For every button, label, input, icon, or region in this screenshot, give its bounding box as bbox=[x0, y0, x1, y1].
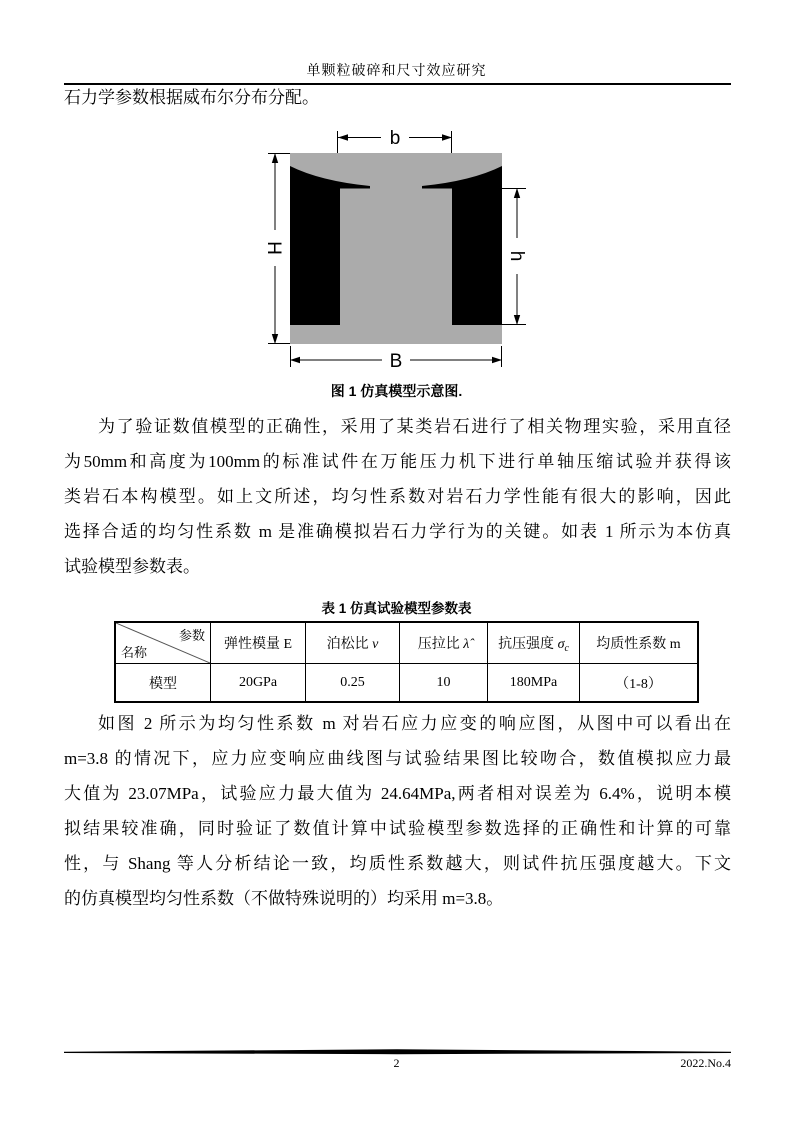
header-cell-compressive-strength: 抗压强度 $\sigma_c$ bbox=[488, 622, 580, 664]
diagonal-corner-cell bbox=[115, 622, 211, 664]
cell-compression-tension-ratio: 10 bbox=[400, 664, 488, 703]
figure-1-diagram bbox=[260, 118, 545, 378]
table-1-caption: 表 1 仿真试验模型参数表 bbox=[321, 601, 472, 616]
body-line: 为了验证数值模型的正确性，采用了某类岩石进行了相关物理实验，采用直径 bbox=[98, 417, 731, 436]
table-data-row bbox=[115, 664, 698, 703]
cell-poisson-ratio: 0.25 bbox=[306, 664, 400, 703]
parameters-table bbox=[114, 621, 699, 703]
dim-h bbox=[502, 188, 527, 325]
footer-rule bbox=[64, 1048, 731, 1056]
header-cell-compression-tension-ratio: 压拉比 λ̂ bbox=[400, 622, 488, 664]
body-line: m=3.8 的情况下，应力应变响应曲线图与试验结果图比较吻合，数值模拟应力最 bbox=[64, 749, 731, 768]
cell-model-name: 模型 bbox=[115, 664, 211, 703]
dim-label-h: h bbox=[506, 250, 527, 262]
cell-homogeneity-index: （1-8） bbox=[580, 664, 699, 703]
dim-label-B: B bbox=[389, 351, 403, 372]
body-line: 的仿真模型均匀性系数（不做特殊说明的）均采用 m=3.8。 bbox=[64, 889, 504, 908]
header-rule bbox=[64, 83, 731, 85]
dim-label-H: H bbox=[265, 241, 287, 255]
dim-label-b: b bbox=[389, 128, 401, 149]
page-number: 2 bbox=[393, 1056, 400, 1070]
corner-label-name: 名称 bbox=[121, 645, 148, 660]
body-line: 大值为 23.07MPa，试验应力最大值为 24.64MPa,两者相对误差为 6.4%，说明本模 bbox=[64, 784, 731, 803]
dim-H bbox=[266, 153, 291, 344]
cell-elastic-modulus: 20GPa bbox=[211, 664, 306, 703]
paragraph-1 bbox=[64, 409, 731, 584]
table-header-row bbox=[115, 622, 698, 664]
dim-b bbox=[338, 128, 453, 153]
body-line: 如图 2 所示为均匀性系数 m 对岩石应力应变的响应图，从图中可以看出在 bbox=[98, 714, 731, 733]
paragraph-2 bbox=[64, 706, 731, 916]
issue-label: 2022.No.4 bbox=[680, 1056, 731, 1070]
body-line: 类岩石本构模型。如上文所述，均匀性系数对岩石力学性能有很大的影响，因此 bbox=[64, 487, 731, 506]
body-line: 为50mm和高度为100mm的标准试件在万能压力机下进行单轴压缩试验并获得该 bbox=[64, 452, 731, 471]
header-cell-homogeneity-index: 均质性系数 m bbox=[580, 622, 699, 664]
corner-label-parameter: 参数 bbox=[178, 628, 205, 643]
body-line: 性，与 Shang 等人分析结论一致，均质性系数越大，则试件抗压强度越大。下文 bbox=[64, 854, 731, 873]
body-line: 拟结果较准确，同时验证了数值计算中试验模型参数选择的正确性和计算的可靠 bbox=[64, 819, 731, 838]
dim-B bbox=[290, 346, 502, 372]
header-cell-poisson-ratio: 泊松比 ν bbox=[306, 622, 400, 664]
body-line: 选择合适的均匀性系数 m 是准确模拟岩石力学行为的关键。如表 1 所示为本仿真 bbox=[64, 522, 731, 541]
figure-1-caption: 图 1 仿真模型示意图. bbox=[330, 383, 463, 399]
cell-compressive-strength: 180MPa bbox=[488, 664, 580, 703]
running-header-title: 单颗粒破碎和尺寸效应研究 bbox=[306, 64, 487, 79]
body-line: 试验模型参数表。 bbox=[64, 557, 200, 576]
header-cell-elastic-modulus: 弹性模量 E bbox=[211, 622, 306, 664]
intro-paragraph: 石力学参数根据威布尔分布分配。 bbox=[64, 88, 319, 107]
